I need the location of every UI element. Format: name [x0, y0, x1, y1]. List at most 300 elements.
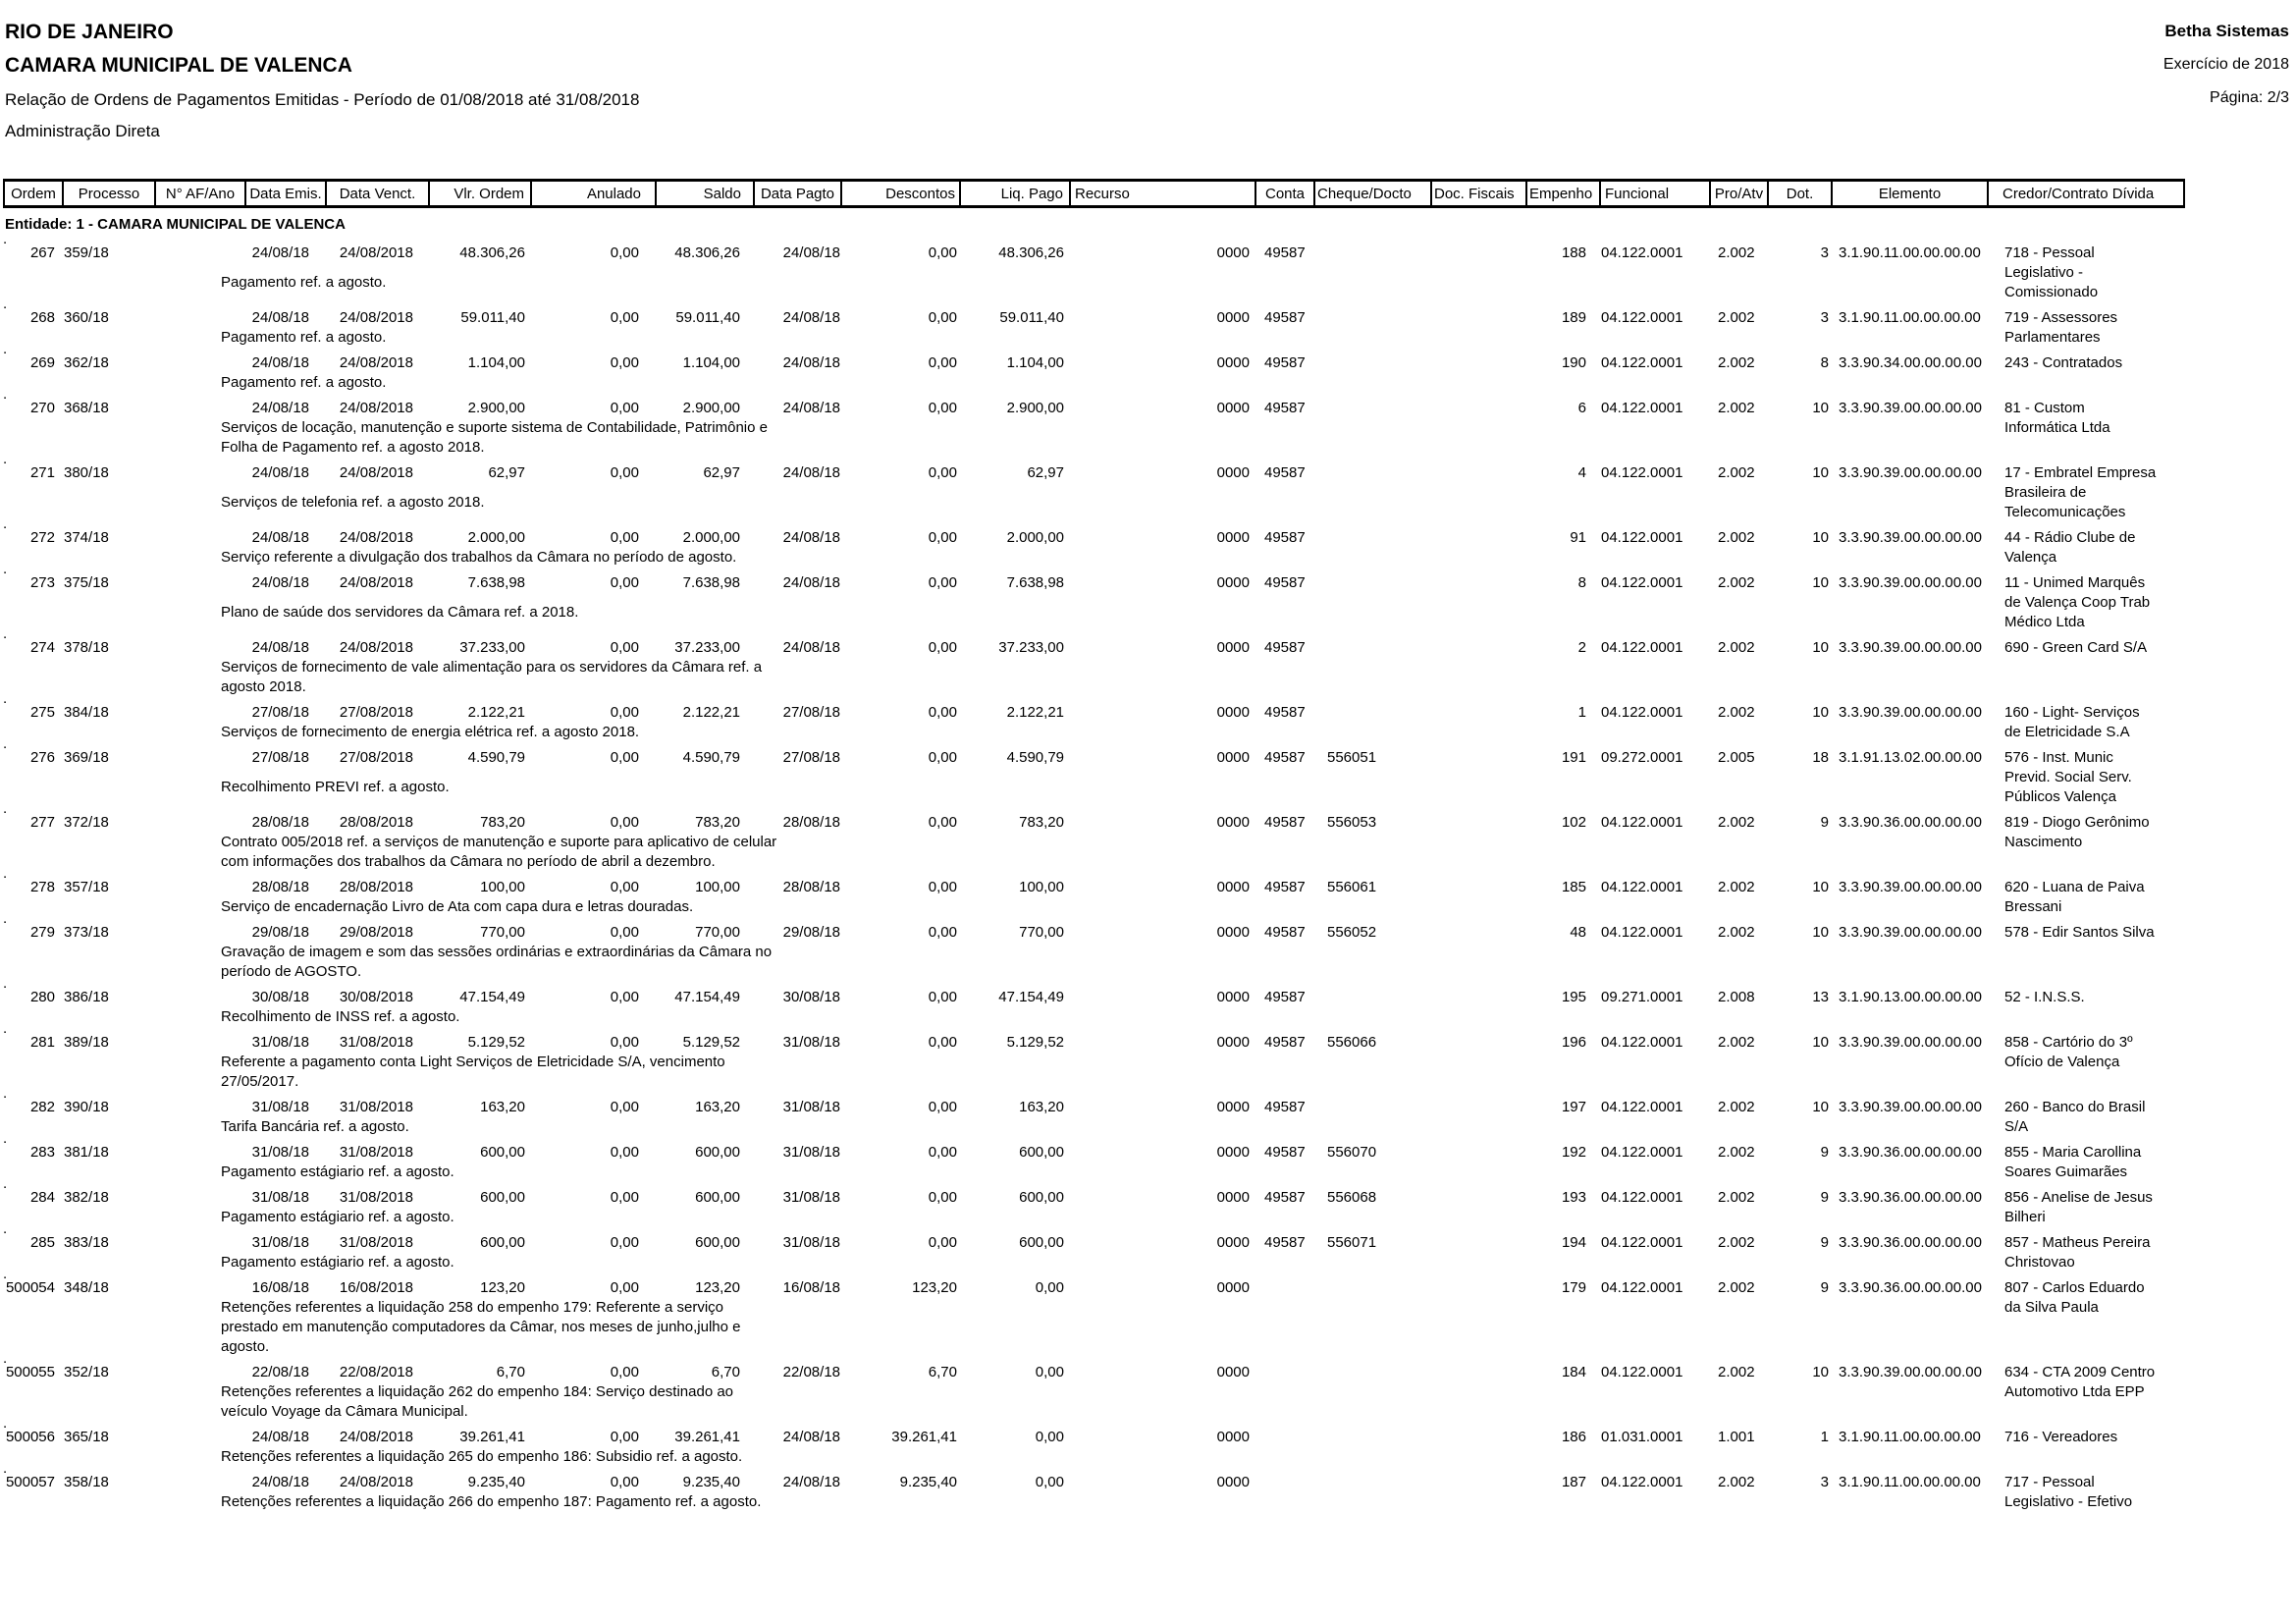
cell-liq-pago: 163,20 [1019, 1099, 1064, 1115]
cell-vlr-ordem: 600,00 [480, 1144, 525, 1161]
cell-conta: 49587 [1264, 704, 1306, 721]
cell-saldo: 6,70 [711, 1364, 740, 1380]
cell-empenho: 185 [1561, 879, 1586, 895]
cell-data-pagto: 27/08/18 [782, 749, 840, 766]
cell-saldo: 37.233,00 [674, 639, 740, 656]
cell-credor: 17 - Embratel Empresa Brasileira de Telecomunicações [2004, 464, 2157, 520]
cell-anulado: 0,00 [610, 1234, 639, 1251]
cell-credor: 243 - Contratados [2004, 354, 2123, 371]
cell-elemento: 3.3.90.36.00.00.00.00 [1839, 1144, 1982, 1161]
cell-data-emis: 31/08/18 [251, 1034, 309, 1051]
cell-data-emis: 22/08/18 [251, 1364, 309, 1380]
cell-data-pagto: 31/08/18 [782, 1144, 840, 1161]
cell-cheque-docto [1313, 1278, 1430, 1298]
cell-credor: 576 - Inst. Munic Previd. Social Serv. Públicos Valença [2004, 749, 2132, 805]
cell-cheque-docto [1313, 399, 1430, 418]
cell-data-emis: 31/08/18 [251, 1099, 309, 1115]
cell-data-pagto: 24/08/18 [782, 639, 840, 656]
table-row [3, 813, 2185, 872]
col-header-cheque-docto: Cheque/Docto [1313, 182, 1430, 205]
col-header-saldo: Saldo [655, 182, 753, 205]
cell-elemento: 3.3.90.39.00.00.00.00 [1839, 1364, 1982, 1380]
row-description: Serviços de fornecimento de energia elétrica ref. a agosto 2018. [221, 724, 640, 740]
cell-saldo: 2.000,00 [682, 529, 740, 546]
cell-credor: 690 - Green Card S/A [2004, 639, 2148, 656]
cell-processo: 352/18 [64, 1364, 109, 1380]
cell-credor: 855 - Maria Carollina Soares Guimarães [2004, 1144, 2142, 1180]
cell-recurso: 0000 [1216, 1144, 1250, 1161]
cell-af-ano [154, 813, 244, 833]
cell-doc-fiscais [1430, 1428, 1525, 1447]
report-title: Relação de Ordens de Pagamentos Emitidas - Período de 01/08/2018 até 31/08/2018 [5, 90, 640, 109]
cell-elemento: 3.3.90.34.00.00.00.00 [1839, 354, 1982, 371]
cell-saldo: 600,00 [695, 1234, 740, 1251]
cell-saldo: 5.129,52 [682, 1034, 740, 1051]
cell-vlr-ordem: 48.306,26 [459, 244, 525, 261]
cell-ordem: . 282 [29, 1099, 55, 1115]
cell-recurso: 0000 [1216, 989, 1250, 1005]
cell-doc-fiscais [1430, 703, 1525, 723]
cell-processo: 381/18 [64, 1144, 109, 1161]
cell-liq-pago: 48.306,26 [998, 244, 1064, 261]
cell-ordem: . 284 [29, 1189, 55, 1206]
cell-data-venct: 28/08/2018 [339, 879, 413, 895]
cell-descontos: 0,00 [928, 749, 957, 766]
cell-af-ano [154, 528, 244, 548]
cell-data-venct: 31/08/2018 [339, 1099, 413, 1115]
cell-processo: 373/18 [64, 924, 109, 941]
row-description: Retenções referentes a liquidação 258 do empenho 179: Referente a serviço prestado em manutenção computadores da Câmar, nos meses de junho,julho e agosto. [221, 1299, 741, 1355]
cell-credor: 81 - Custom Informática Ltda [2004, 400, 2110, 436]
cell-empenho: 190 [1561, 354, 1586, 371]
cell-data-pagto: 24/08/18 [782, 400, 840, 416]
cell-vlr-ordem: 6,70 [496, 1364, 525, 1380]
cell-dot: 9 [1820, 1189, 1829, 1206]
cell-credor: 856 - Anelise de Jesus Bilheri [2004, 1189, 2153, 1225]
cell-liq-pago: 62,97 [1027, 464, 1064, 481]
cell-anulado: 0,00 [610, 1474, 639, 1490]
cell-saldo: 2.900,00 [682, 400, 740, 416]
cell-empenho: 4 [1577, 464, 1586, 481]
cell-credor: 857 - Matheus Pereira Christovao [2004, 1234, 2151, 1271]
cell-conta: 49587 [1264, 529, 1306, 546]
cell-data-venct: 27/08/2018 [339, 749, 413, 766]
cell-funcional: 04.122.0001 [1601, 879, 1683, 895]
cell-af-ano [154, 878, 244, 897]
cell-anulado: 0,00 [610, 1364, 639, 1380]
cell-data-venct: 24/08/2018 [339, 529, 413, 546]
cell-recurso: 0000 [1216, 704, 1250, 721]
cell-vlr-ordem: 7.638,98 [467, 574, 525, 591]
cell-saldo: 600,00 [695, 1189, 740, 1206]
cell-cheque-docto: 556070 [1327, 1144, 1377, 1161]
cell-data-pagto: 24/08/18 [782, 244, 840, 261]
cell-empenho: 179 [1561, 1279, 1586, 1296]
cell-saldo: 1.104,00 [682, 354, 740, 371]
cell-recurso: 0000 [1216, 639, 1250, 656]
cell-anulado: 0,00 [610, 1429, 639, 1445]
cell-data-pagto: 30/08/18 [782, 989, 840, 1005]
cell-cheque-docto [1313, 1428, 1430, 1447]
cell-ordem: . 270 [29, 400, 55, 416]
cell-funcional: 04.122.0001 [1601, 639, 1683, 656]
cell-vlr-ordem: 1.104,00 [467, 354, 525, 371]
cell-pro-atv: 2.002 [1718, 1034, 1755, 1051]
cell-ordem: . 279 [29, 924, 55, 941]
table-row [3, 573, 2185, 632]
cell-cheque-docto [1313, 528, 1430, 548]
cell-processo: 382/18 [64, 1189, 109, 1206]
cell-saldo: 59.011,40 [675, 309, 740, 326]
col-header-dot: Dot. [1767, 182, 1831, 205]
cell-vlr-ordem: 2.900,00 [467, 400, 525, 416]
cell-data-emis: 24/08/18 [251, 400, 309, 416]
cell-elemento: 3.3.90.39.00.00.00.00 [1839, 704, 1982, 721]
cell-data-pagto: 31/08/18 [782, 1189, 840, 1206]
cell-elemento: 3.1.90.11.00.00.00.00 [1839, 309, 1981, 326]
cell-recurso: 0000 [1216, 309, 1250, 326]
cell-vlr-ordem: 47.154,49 [459, 989, 525, 1005]
col-header-empenho: Empenho [1525, 182, 1599, 205]
cell-doc-fiscais [1430, 813, 1525, 833]
cell-data-pagto: 16/08/18 [782, 1279, 840, 1296]
col-header-data-pagto: Data Pagto [753, 182, 840, 205]
cell-recurso: 0000 [1216, 879, 1250, 895]
cell-cheque-docto: 556051 [1327, 749, 1377, 766]
col-header-ordem: Ordem [3, 182, 62, 205]
cell-liq-pago: 2.122,21 [1006, 704, 1064, 721]
cell-dot: 10 [1812, 924, 1829, 941]
cell-saldo: 48.306,26 [674, 244, 740, 261]
row-description: Serviços de telefonia ref. a agosto 2018. [221, 494, 485, 511]
cell-conta: 49587 [1264, 400, 1306, 416]
cell-vlr-ordem: 783,20 [480, 814, 525, 831]
row-description: Gravação de imagem e som das sessões ordinárias e extraordinárias da Câmara no período de AGOSTO. [221, 944, 773, 980]
cell-dot: 10 [1812, 879, 1829, 895]
cell-dot: 3 [1820, 1474, 1829, 1490]
cell-recurso: 0000 [1216, 1234, 1250, 1251]
cell-cheque-docto [1313, 463, 1430, 493]
cell-processo: 384/18 [64, 704, 109, 721]
cell-cheque-docto [1313, 638, 1430, 658]
row-description: Pagamento estágiario ref. a agosto. [221, 1163, 454, 1180]
cell-funcional: 04.122.0001 [1601, 1364, 1683, 1380]
cell-empenho: 188 [1561, 244, 1586, 261]
row-description: Pagamento ref. a agosto. [221, 329, 387, 346]
cell-descontos: 0,00 [928, 464, 957, 481]
cell-data-pagto: 24/08/18 [782, 529, 840, 546]
cell-doc-fiscais [1430, 1143, 1525, 1163]
table-row [3, 1098, 2185, 1137]
cell-data-pagto: 24/08/18 [782, 464, 840, 481]
entity-group-label: Entidade: 1 - CAMARA MUNICIPAL DE VALENCA [5, 216, 346, 233]
cell-recurso: 0000 [1216, 1474, 1250, 1490]
cell-data-pagto: 24/08/18 [782, 354, 840, 371]
col-header-af-ano: N° AF/Ano [154, 182, 244, 205]
cell-pro-atv: 2.002 [1718, 1189, 1755, 1206]
cell-data-venct: 24/08/2018 [339, 244, 413, 261]
report-subtitle: Administração Direta [5, 122, 160, 140]
cell-recurso: 0000 [1216, 1364, 1250, 1380]
cell-conta: 49587 [1264, 244, 1306, 261]
cell-saldo: 100,00 [695, 879, 740, 895]
cell-conta: 49587 [1264, 989, 1306, 1005]
cell-conta: 49587 [1264, 1189, 1306, 1206]
cell-processo: 378/18 [64, 639, 109, 656]
cell-af-ano [154, 353, 244, 373]
cell-elemento: 3.3.90.39.00.00.00.00 [1839, 879, 1982, 895]
cell-recurso: 0000 [1216, 1099, 1250, 1115]
cell-elemento: 3.3.90.39.00.00.00.00 [1839, 400, 1982, 416]
table-row [3, 528, 2185, 568]
exercise-label: Exercício de 2018 [2163, 56, 2289, 73]
table-row [3, 353, 2185, 393]
cell-conta: 49587 [1264, 879, 1306, 895]
cell-descontos: 0,00 [928, 309, 957, 326]
cell-funcional: 04.122.0001 [1601, 309, 1683, 326]
cell-dot: 10 [1812, 464, 1829, 481]
cell-liq-pago: 600,00 [1019, 1144, 1064, 1161]
cell-conta: 49587 [1264, 1034, 1306, 1051]
cell-empenho: 1 [1577, 704, 1586, 721]
page-number: Página: 2/3 [2210, 89, 2289, 106]
cell-credor: 11 - Unimed Marquês de Valença Coop Trab Médico Ltda [2004, 574, 2151, 630]
cell-vlr-ordem: 100,00 [480, 879, 525, 895]
cell-conta: 49587 [1264, 309, 1306, 326]
cell-doc-fiscais [1430, 243, 1525, 273]
cell-cheque-docto [1313, 1363, 1430, 1382]
cell-empenho: 186 [1561, 1429, 1586, 1445]
cell-af-ano [154, 1473, 244, 1492]
cell-data-emis: 24/08/18 [251, 574, 309, 591]
cell-ordem: . 281 [29, 1034, 55, 1051]
cell-ordem: . 271 [29, 464, 55, 481]
cell-data-venct: 24/08/2018 [339, 309, 413, 326]
cell-conta [1255, 1473, 1313, 1492]
cell-credor: 718 - Pessoal Legislativo - Comissionado [2004, 244, 2099, 300]
cell-descontos: 9.235,40 [899, 1474, 957, 1490]
cell-vlr-ordem: 2.000,00 [467, 529, 525, 546]
cell-funcional: 04.122.0001 [1601, 1189, 1683, 1206]
col-header-pro-atv: Pro/Atv [1709, 182, 1767, 205]
cell-conta: 49587 [1264, 814, 1306, 831]
cell-af-ano [154, 1143, 244, 1163]
cell-elemento: 3.3.90.39.00.00.00.00 [1839, 574, 1982, 591]
cell-liq-pago: 59.011,40 [999, 309, 1064, 326]
row-description: Pagamento estágiario ref. a agosto. [221, 1254, 454, 1271]
cell-recurso: 0000 [1216, 574, 1250, 591]
cell-elemento: 3.3.90.39.00.00.00.00 [1839, 639, 1982, 656]
cell-credor: 634 - CTA 2009 Centro Automotivo Ltda EPP [2004, 1364, 2156, 1400]
cell-doc-fiscais [1430, 1188, 1525, 1208]
cell-liq-pago: 5.129,52 [1006, 1034, 1064, 1051]
cell-pro-atv: 2.002 [1718, 574, 1755, 591]
cell-funcional: 04.122.0001 [1601, 529, 1683, 546]
cell-elemento: 3.3.90.39.00.00.00.00 [1839, 529, 1982, 546]
col-header-anulado: Anulado [530, 182, 655, 205]
cell-doc-fiscais [1430, 878, 1525, 897]
cell-descontos: 0,00 [928, 529, 957, 546]
col-header-vlr-ordem: Vlr. Ordem [428, 182, 530, 205]
cell-saldo: 770,00 [695, 924, 740, 941]
cell-descontos: 0,00 [928, 704, 957, 721]
cell-ordem: . 273 [29, 574, 55, 591]
cell-doc-fiscais [1430, 1278, 1525, 1298]
cell-dot: 10 [1812, 529, 1829, 546]
cell-liq-pago: 1.104,00 [1006, 354, 1064, 371]
cell-empenho: 196 [1561, 1034, 1586, 1051]
cell-funcional: 04.122.0001 [1601, 354, 1683, 371]
cell-saldo: 47.154,49 [674, 989, 740, 1005]
cell-ordem: . 267 [29, 244, 55, 261]
cell-recurso: 0000 [1216, 529, 1250, 546]
col-header-elemento: Elemento [1831, 182, 1987, 205]
cell-elemento: 3.3.90.36.00.00.00.00 [1839, 814, 1982, 831]
cell-recurso: 0000 [1216, 464, 1250, 481]
cell-data-emis: 24/08/18 [251, 354, 309, 371]
cell-processo: 380/18 [64, 464, 109, 481]
cell-anulado: 0,00 [610, 1189, 639, 1206]
row-description: Retenções referentes a liquidação 262 do empenho 184: Serviço destinado ao veículo Voyage da Câmara Municipal. [221, 1383, 734, 1420]
row-description: Contrato 005/2018 ref. a serviços de manutenção e suporte para aplicativo de celular com informações dos trabalhos da Câmara no período de abril a dezembro. [221, 834, 777, 870]
cell-doc-fiscais [1430, 1233, 1525, 1253]
cell-liq-pago: 0,00 [1035, 1279, 1064, 1296]
cell-processo: 365/18 [64, 1429, 109, 1445]
cell-data-venct: 24/08/2018 [339, 639, 413, 656]
cell-pro-atv: 2.002 [1718, 1364, 1755, 1380]
cell-cheque-docto: 556061 [1327, 879, 1377, 895]
cell-anulado: 0,00 [610, 749, 639, 766]
cell-credor: 719 - Assessores Parlamentares [2004, 309, 2118, 346]
cell-data-pagto: 28/08/18 [782, 879, 840, 895]
cell-ordem: . 500057 [5, 1474, 55, 1490]
cell-data-emis: 24/08/18 [251, 1474, 309, 1490]
cell-anulado: 0,00 [610, 989, 639, 1005]
cell-processo: 360/18 [64, 309, 109, 326]
cell-liq-pago: 47.154,49 [998, 989, 1064, 1005]
cell-processo: 369/18 [64, 749, 109, 766]
cell-credor: 578 - Edir Santos Silva [2004, 924, 2155, 941]
row-description: Pagamento estágiario ref. a agosto. [221, 1209, 454, 1225]
cell-credor: 160 - Light- Serviços de Eletricidade S.A [2004, 704, 2140, 740]
cell-conta: 49587 [1264, 639, 1306, 656]
cell-descontos: 0,00 [928, 1189, 957, 1206]
cell-ordem: . 285 [29, 1234, 55, 1251]
cell-ordem: . 500056 [5, 1429, 55, 1445]
col-header-data-emis: Data Emis. [244, 182, 325, 205]
cell-recurso: 0000 [1216, 354, 1250, 371]
cell-ordem: . 276 [29, 749, 55, 766]
cell-doc-fiscais [1430, 308, 1525, 328]
cell-cheque-docto [1313, 1098, 1430, 1117]
cell-liq-pago: 37.233,00 [998, 639, 1064, 656]
cell-data-emis: 24/08/18 [251, 309, 309, 326]
cell-data-pagto: 24/08/18 [782, 1429, 840, 1445]
cell-recurso: 0000 [1216, 749, 1250, 766]
cell-vlr-ordem: 62,97 [488, 464, 525, 481]
row-description: Serviço de encadernação Livro de Ata com capa dura e letras douradas. [221, 898, 694, 915]
cell-funcional: 04.122.0001 [1601, 1034, 1683, 1051]
cell-data-emis: 24/08/18 [251, 529, 309, 546]
cell-funcional: 04.122.0001 [1601, 814, 1683, 831]
cell-ordem: . 275 [29, 704, 55, 721]
cell-af-ano [154, 308, 244, 328]
cell-recurso: 0000 [1216, 400, 1250, 416]
cell-empenho: 184 [1561, 1364, 1586, 1380]
cell-empenho: 197 [1561, 1099, 1586, 1115]
cell-elemento: 3.3.90.36.00.00.00.00 [1839, 1189, 1982, 1206]
cell-processo: 374/18 [64, 529, 109, 546]
cell-vlr-ordem: 9.235,40 [467, 1474, 525, 1490]
cell-data-emis: 24/08/18 [251, 639, 309, 656]
cell-processo: 386/18 [64, 989, 109, 1005]
cell-funcional: 04.122.0001 [1601, 704, 1683, 721]
cell-pro-atv: 2.008 [1718, 989, 1755, 1005]
cell-liq-pago: 783,20 [1019, 814, 1064, 831]
cell-vlr-ordem: 4.590,79 [467, 749, 525, 766]
cell-processo: 389/18 [64, 1034, 109, 1051]
cell-data-venct: 24/08/2018 [339, 1474, 413, 1490]
cell-processo: 372/18 [64, 814, 109, 831]
cell-data-venct: 28/08/2018 [339, 814, 413, 831]
cell-dot: 10 [1812, 400, 1829, 416]
cell-pro-atv: 2.002 [1718, 309, 1755, 326]
cell-cheque-docto [1313, 243, 1430, 273]
cell-elemento: 3.3.90.39.00.00.00.00 [1839, 1034, 1982, 1051]
cell-af-ano [154, 703, 244, 723]
cell-recurso: 0000 [1216, 1279, 1250, 1296]
cell-pro-atv: 2.002 [1718, 354, 1755, 371]
cell-elemento: 3.3.90.39.00.00.00.00 [1839, 464, 1982, 481]
cell-funcional: 09.271.0001 [1601, 989, 1683, 1005]
cell-descontos: 0,00 [928, 639, 957, 656]
col-header-credor: Credor/Contrato Dívida [1987, 182, 2185, 205]
cell-funcional: 04.122.0001 [1601, 1099, 1683, 1115]
cell-pro-atv: 2.002 [1718, 704, 1755, 721]
cell-cheque-docto [1313, 1473, 1430, 1492]
row-description: Recolhimento PREVI ref. a agosto. [221, 779, 450, 795]
row-description: Plano de saúde dos servidores da Câmara ref. a 2018. [221, 604, 579, 621]
cell-vlr-ordem: 600,00 [480, 1189, 525, 1206]
cell-data-pagto: 31/08/18 [782, 1099, 840, 1115]
row-description: Pagamento ref. a agosto. [221, 374, 387, 391]
table-row [3, 1233, 2185, 1272]
cell-descontos: 0,00 [928, 1034, 957, 1051]
cell-pro-atv: 2.002 [1718, 1279, 1755, 1296]
cell-saldo: 123,20 [695, 1279, 740, 1296]
cell-data-venct: 27/08/2018 [339, 704, 413, 721]
cell-doc-fiscais [1430, 748, 1525, 778]
cell-af-ano [154, 638, 244, 658]
cell-saldo: 62,97 [703, 464, 740, 481]
cell-dot: 3 [1820, 309, 1829, 326]
cell-af-ano [154, 1033, 244, 1053]
cell-data-emis: 31/08/18 [251, 1234, 309, 1251]
cell-conta: 49587 [1264, 1234, 1306, 1251]
cell-empenho: 102 [1561, 814, 1586, 831]
cell-dot: 9 [1820, 1279, 1829, 1296]
col-header-recurso: Recurso [1069, 182, 1255, 205]
cell-cheque-docto: 556052 [1327, 924, 1377, 941]
cell-processo: 359/18 [64, 244, 109, 261]
cell-anulado: 0,00 [610, 924, 639, 941]
cell-doc-fiscais [1430, 353, 1525, 373]
cell-conta: 49587 [1264, 464, 1306, 481]
cell-cheque-docto [1313, 703, 1430, 723]
cell-anulado: 0,00 [610, 400, 639, 416]
cell-vlr-ordem: 600,00 [480, 1234, 525, 1251]
cell-af-ano [154, 399, 244, 418]
